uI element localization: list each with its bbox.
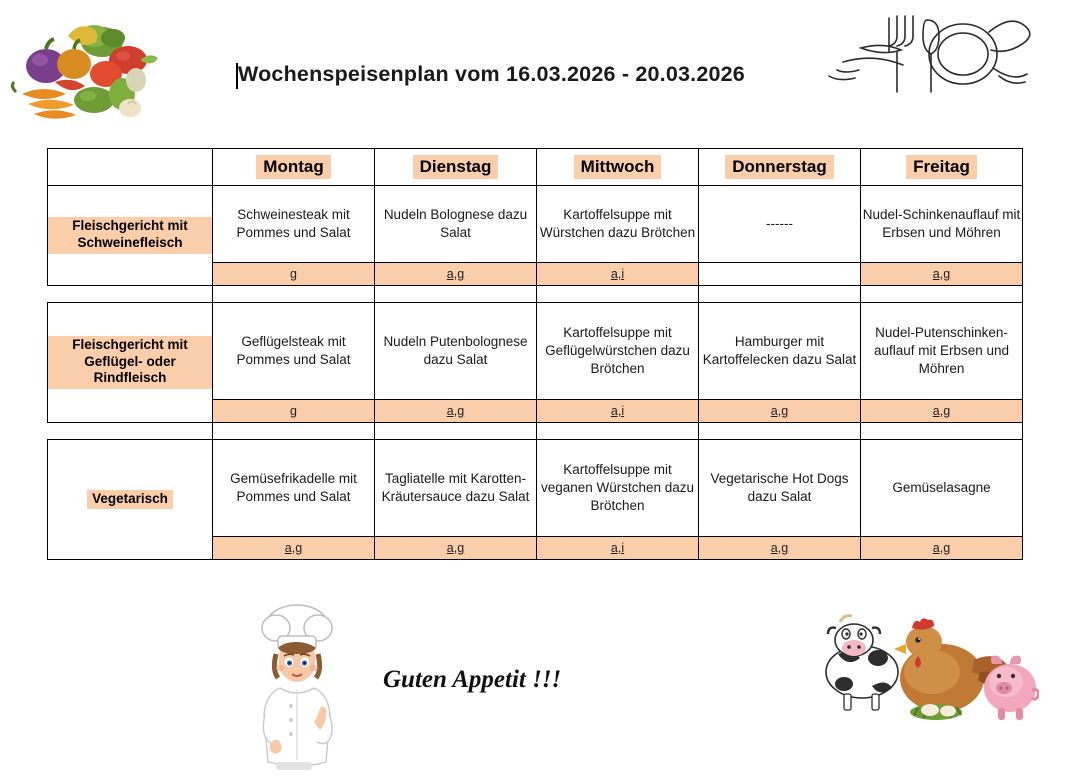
spacer-cell <box>48 423 213 440</box>
table-spacer-row <box>48 286 1023 303</box>
document-footer <box>0 598 1069 783</box>
allergen-code: g <box>290 404 297 418</box>
allergen-code: a,g <box>770 404 789 418</box>
allergen-cell <box>375 400 537 423</box>
column-header-mittwoch <box>537 149 699 186</box>
spacer-cell <box>375 286 537 303</box>
table-row <box>48 186 1023 263</box>
table-header-row <box>48 149 1023 186</box>
menu-cell: Kartoffelsuppe mit Würstchen dazu Brötchen <box>537 186 699 263</box>
page-title: Wochenspeisenplan vom 16.03.2026 - 20.03.2026 <box>238 62 745 86</box>
row-category-vegetarisch <box>48 440 213 560</box>
column-header-label: Donnerstag <box>725 155 833 179</box>
table-row <box>48 440 1023 537</box>
spacer-cell <box>213 423 375 440</box>
menu-cell: Gemüselasagne <box>861 440 1023 537</box>
allergen-cell <box>375 537 537 560</box>
bon-appetit-note: Guten Appetit !!! <box>383 666 562 693</box>
document-header <box>0 0 1069 140</box>
allergen-cell <box>861 263 1023 286</box>
allergen-code: a,g <box>446 404 465 418</box>
column-header-montag <box>213 149 375 186</box>
allergen-code: a,g <box>932 541 951 555</box>
allergen-code: a,g <box>932 404 951 418</box>
allergen-cell <box>699 400 861 423</box>
allergen-code: a,g <box>446 541 465 555</box>
menu-cell: Nudel-Putenschinken-auflauf mit Erbsen und Möhren <box>861 303 1023 400</box>
allergen-code: a,g <box>770 541 789 555</box>
allergen-cell <box>699 263 861 286</box>
column-header-freitag <box>861 149 1023 186</box>
allergen-code: a,g <box>284 541 303 555</box>
table-body <box>48 186 1023 560</box>
allergen-code: a,g <box>446 267 465 281</box>
spacer-cell <box>375 423 537 440</box>
spacer-cell <box>861 423 1023 440</box>
column-header-label: Dienstag <box>413 155 499 179</box>
spacer-cell <box>537 423 699 440</box>
allergen-cell <box>699 537 861 560</box>
menu-cell: ------ <box>699 186 861 263</box>
allergen-code: a,i <box>610 541 625 555</box>
allergen-cell <box>861 537 1023 560</box>
allergen-cell <box>537 400 699 423</box>
menu-cell: Gemüsefrikadelle mit Pommes und Salat <box>213 440 375 537</box>
row-category-label: Fleischgericht mit Geflügel- oder Rindfleisch <box>48 336 212 390</box>
menu-cell: Tagliatelle mit Karotten-Kräutersauce dazu Salat <box>375 440 537 537</box>
table-spacer-row <box>48 423 1023 440</box>
allergen-cell <box>213 400 375 423</box>
cutlery-line-logo <box>803 6 1033 102</box>
row-category-schweinefleisch <box>48 186 213 286</box>
spacer-cell <box>213 286 375 303</box>
row-category-gefluegel-rindfleisch <box>48 303 213 423</box>
table-row <box>48 303 1023 400</box>
spacer-cell <box>537 286 699 303</box>
menu-cell: Nudel-Schinkenauflauf mit Erbsen und Möhren <box>861 186 1023 263</box>
allergen-code: a,i <box>610 404 625 418</box>
menu-cell: Schweinesteak mit Pommes und Salat <box>213 186 375 263</box>
row-category-label: Fleischgericht mit Schweinefleisch <box>48 217 212 254</box>
allergen-code: g <box>290 267 297 281</box>
chef-illustration <box>232 602 362 772</box>
menu-cell: Vegetarische Hot Dogs dazu Salat <box>699 440 861 537</box>
farm-animals-illustration <box>814 610 1039 735</box>
weekly-menu-table <box>47 148 1023 560</box>
spacer-cell <box>861 286 1023 303</box>
corner-header-cell <box>48 149 213 186</box>
column-header-dienstag <box>375 149 537 186</box>
allergen-cell <box>537 263 699 286</box>
column-header-donnerstag <box>699 149 861 186</box>
column-header-label: Mittwoch <box>574 155 662 179</box>
menu-cell: Geflügelsteak mit Pommes und Salat <box>213 303 375 400</box>
allergen-cell <box>861 400 1023 423</box>
spacer-cell <box>699 286 861 303</box>
allergen-code: a,g <box>932 267 951 281</box>
allergen-cell <box>213 537 375 560</box>
column-header-label: Montag <box>256 155 330 179</box>
spacer-cell <box>699 423 861 440</box>
menu-cell: Nudeln Putenbolognese dazu Salat <box>375 303 537 400</box>
column-header-label: Freitag <box>906 155 977 179</box>
allergen-code: a,i <box>610 267 625 281</box>
allergen-cell <box>213 263 375 286</box>
table-head <box>48 149 1023 186</box>
menu-cell: Hamburger mit Kartoffelecken dazu Salat <box>699 303 861 400</box>
menu-cell: Kartoffelsuppe mit veganen Würstchen dazu Brötchen <box>537 440 699 537</box>
spacer-cell <box>48 286 213 303</box>
allergen-cell <box>537 537 699 560</box>
allergen-cell <box>375 263 537 286</box>
vegetables-illustration <box>10 8 165 133</box>
menu-cell: Kartoffelsuppe mit Geflügelwürstchen dazu Brötchen <box>537 303 699 400</box>
row-category-label: Vegetarisch <box>87 490 173 510</box>
menu-cell: Nudeln Bolognese dazu Salat <box>375 186 537 263</box>
